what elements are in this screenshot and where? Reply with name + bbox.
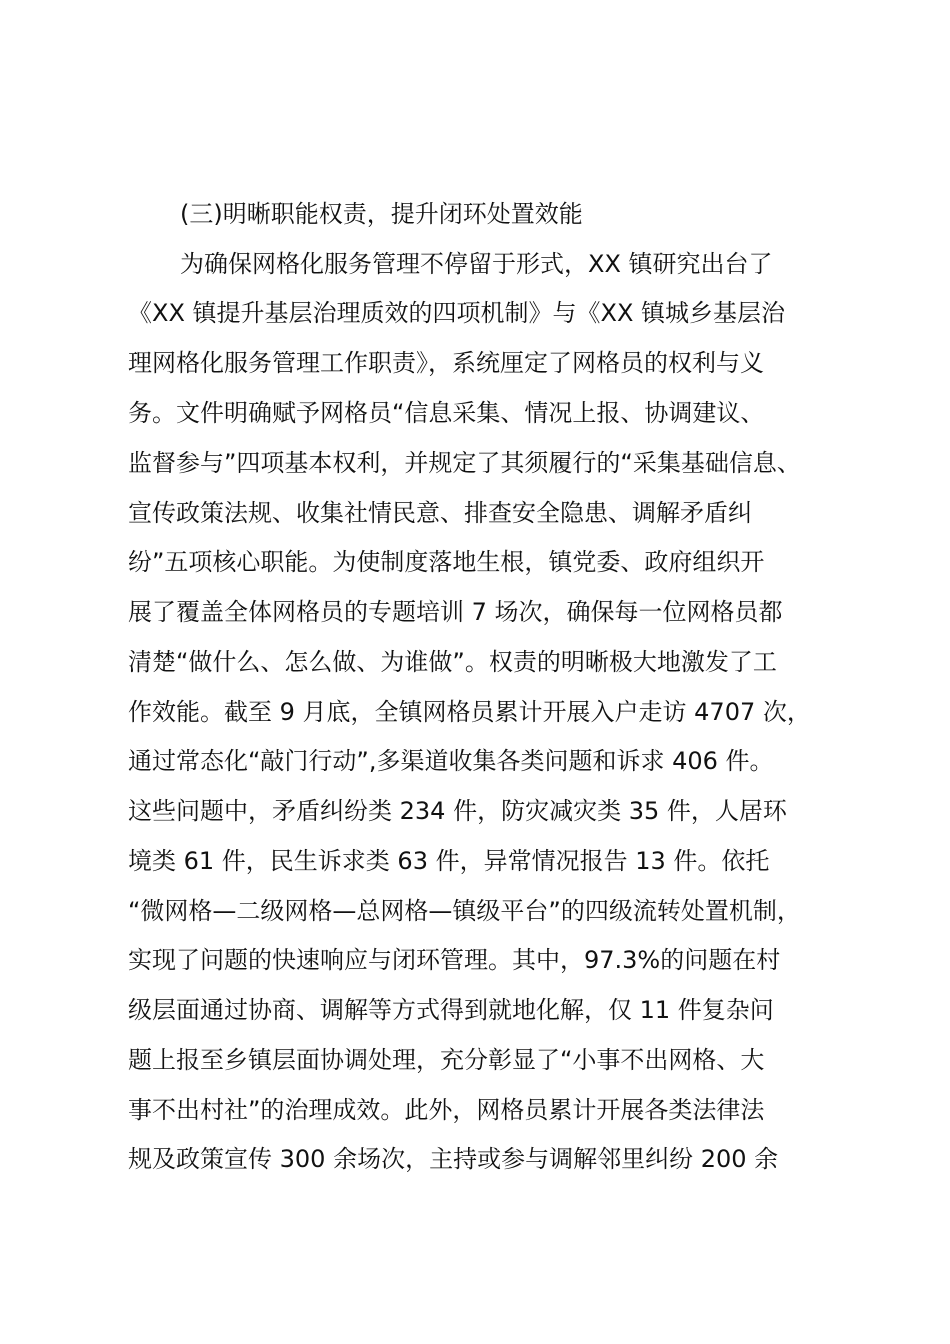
paragraph-line: 通过常态化“敲门行动”,多渠道收集各类问题和诉求 406 件。: [128, 747, 774, 775]
section-heading: (三)明晰职能权责，提升闭环处置效能: [180, 200, 583, 228]
paragraph-line: 展了覆盖全体网格员的专题培训 7 场次，确保每一位网格员都: [128, 598, 783, 626]
paragraph-line: 理网格化服务管理工作职责》，系统厘定了网格员的权利与义: [128, 349, 764, 377]
paragraph-line: 事不出村社”的治理成效。此外，网格员累计开展各类法律法: [128, 1096, 765, 1124]
paragraph-line: 《XX 镇提升基层治理质效的四项机制》与《XX 镇城乡基层治: [128, 299, 786, 327]
paragraph-line: 务。文件明确赋予网格员“信息采集、情况上报、协调建议、: [128, 399, 765, 427]
paragraph-line: 监督参与”四项基本权利，并规定了其须履行的“采集基础信息、: [128, 449, 801, 477]
paragraph-line: 为确保网格化服务管理不停留于形式，XX 镇研究出台了: [180, 250, 773, 278]
paragraph-line: 实现了问题的快速响应与闭环管理。其中，97.3%的问题在村: [128, 946, 781, 974]
paragraph-line: 规及政策宣传 300 余场次，主持或参与调解邻里纠纷 200 余: [128, 1145, 779, 1173]
paragraph-line: 作效能。截至 9 月底，全镇网格员累计开展入户走访 4707 次，: [128, 698, 811, 726]
paragraph-line: 题上报至乡镇层面协调处理，充分彰显了“小事不出网格、大: [128, 1046, 765, 1074]
paragraph-line: 宣传政策法规、收集社情民意、排查安全隐患、调解矛盾纠: [128, 499, 752, 527]
paragraph-line: 这些问题中，矛盾纠纷类 234 件，防灾减灾类 35 件，人居环: [128, 797, 787, 825]
paragraph-line: 级层面通过协商、调解等方式得到就地化解，仅 11 件复杂问: [128, 996, 774, 1024]
paragraph-line: 境类 61 件，民生诉求类 63 件，异常情况报告 13 件。依托: [128, 847, 770, 875]
paragraph-line: “微网格—二级网格—总网格—镇级平台”的四级流转处置机制，: [128, 897, 801, 925]
paragraph-line: 清楚“做什么、怎么做、为谁做”。权责的明晰极大地激发了工: [128, 648, 777, 676]
paragraph-line: 纷”五项核心职能。为使制度落地生根，镇党委、政府组织开: [128, 548, 765, 576]
